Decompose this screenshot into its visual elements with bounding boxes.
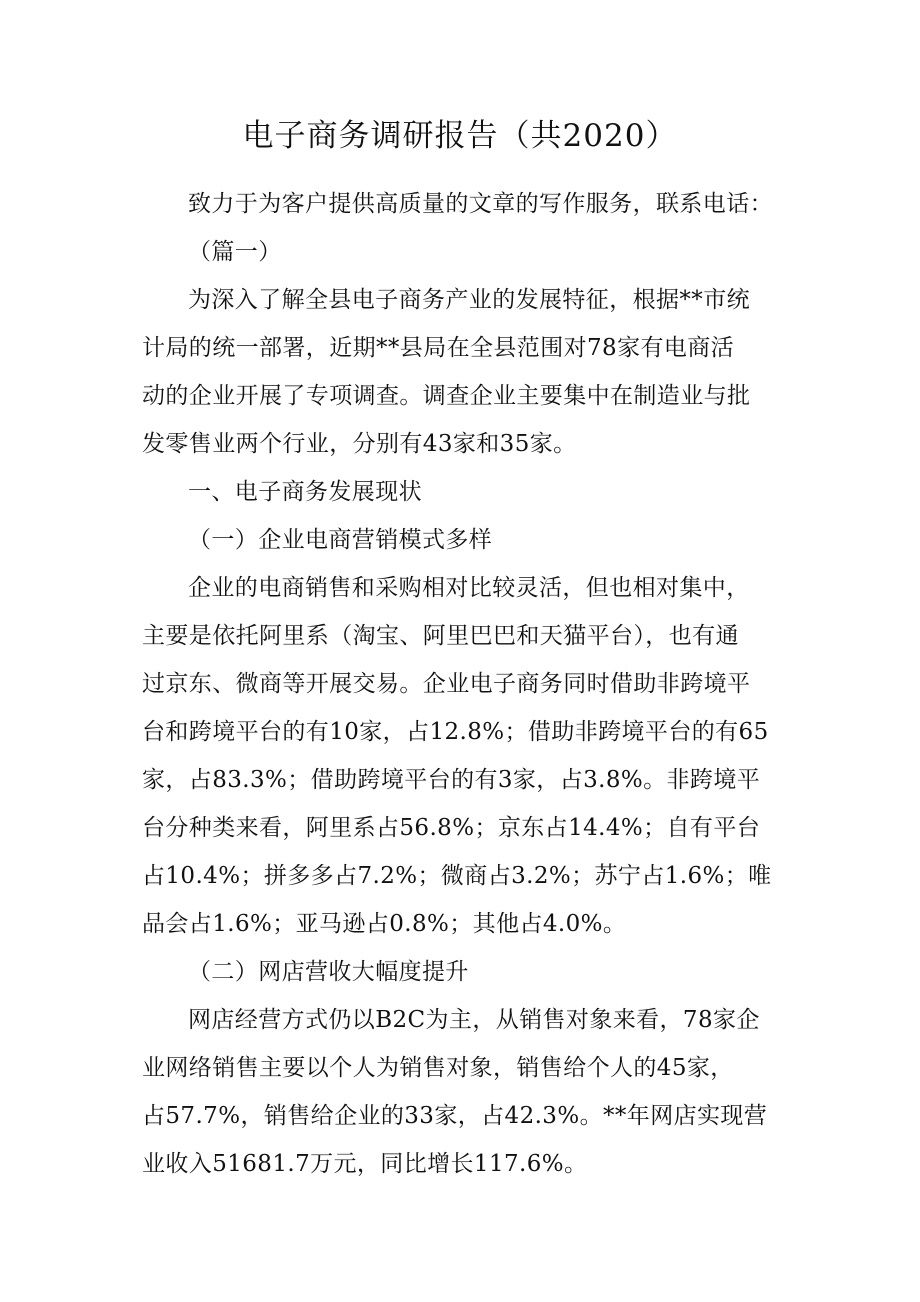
paragraph-line: 品会占1.6%；亚马逊占0.8%；其他占4.0%。 bbox=[142, 911, 627, 937]
document-title: 电子商务调研报告（共2020） bbox=[242, 118, 678, 154]
part-label-text: （篇一） bbox=[188, 239, 282, 265]
paragraph-line: 为深入了解全县电子商务产业的发展特征，根据**市统 bbox=[188, 287, 750, 313]
paragraph-line: 台和跨境平台的有10家，占12.8%；借助非跨境平台的有65 bbox=[142, 719, 769, 745]
subsection-heading-text: （二）网店营收大幅度提升 bbox=[188, 959, 469, 985]
paragraph-line: 计局的统一部署，近期**县局在全县范围对78家有电商活 bbox=[142, 335, 735, 361]
paragraph-line: 网店经营方式仍以B2C为主，从销售对象来看，78家企 bbox=[188, 1007, 760, 1033]
subsection-heading-text: （一）企业电商营销模式多样 bbox=[188, 527, 493, 553]
paragraph-3 bbox=[142, 996, 780, 1188]
section-heading-text: 一、电子商务发展现状 bbox=[188, 479, 422, 505]
paragraph-line: 业收入51681.7万元，同比增长117.6%。 bbox=[142, 1151, 588, 1177]
subsection-heading-2 bbox=[142, 948, 780, 996]
intro-paragraph bbox=[142, 180, 780, 228]
paragraph-line: 占10.4%；拼多多占7.2%；微商占3.2%；苏宁占1.6%；唯 bbox=[142, 863, 772, 889]
paragraph-1 bbox=[142, 276, 780, 468]
paragraph-line: 企业的电商销售和采购相对比较灵活，但也相对集中， bbox=[188, 575, 750, 601]
part-label bbox=[142, 228, 780, 276]
subsection-heading-1 bbox=[142, 516, 780, 564]
intro-line: 致力于为客户提供高质量的文章的写作服务，联系电话： bbox=[188, 191, 773, 217]
paragraph-2 bbox=[142, 564, 780, 948]
paragraph-line: 发零售业两个行业，分别有43家和35家。 bbox=[142, 431, 577, 457]
paragraph-line: 台分种类来看，阿里系占56.8%；京东占14.4%；自有平台 bbox=[142, 815, 761, 841]
paragraph-line: 业网络销售主要以个人为销售对象，销售给个人的45家， bbox=[142, 1055, 734, 1081]
section-heading-1 bbox=[142, 468, 780, 516]
paragraph-line: 主要是依托阿里系（淘宝、阿里巴巴和天猫平台），也有通 bbox=[142, 623, 739, 649]
paragraph-line: 占57.7%，销售给企业的33家，占42.3%。**年网店实现营 bbox=[142, 1103, 768, 1129]
paragraph-line: 家，占83.3%；借助跨境平台的有3家，占3.8%。非跨境平 bbox=[142, 767, 761, 793]
paragraph-line: 动的企业开展了专项调查。调查企业主要集中在制造业与批 bbox=[142, 383, 751, 409]
paragraph-line: 过京东、微商等开展交易。企业电子商务同时借助非跨境平 bbox=[142, 671, 751, 697]
